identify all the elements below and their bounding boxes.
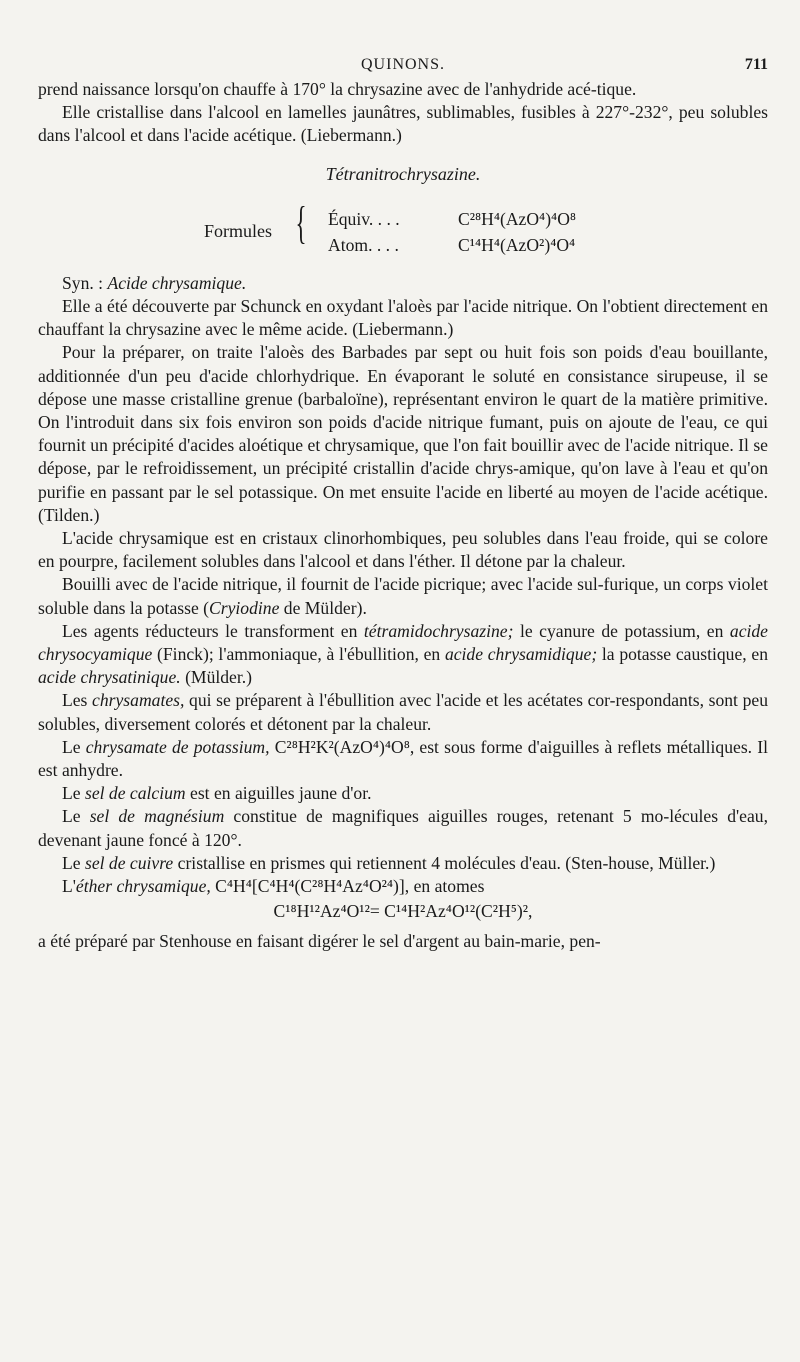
formula-block [38, 196, 768, 266]
text-run: cristallise en prismes qui retiennent 4 molécules d'eau. (Sten-house, Müller.) [173, 852, 716, 873]
page-number: 711 [744, 56, 768, 73]
text-run: (Mülder.) [180, 667, 253, 688]
italic-run: acide chrysocyamique [38, 620, 768, 665]
text-run: L' [62, 876, 76, 897]
paragraph-11 [38, 805, 768, 851]
formula-atom-row [328, 234, 575, 257]
text-run: Les agents réducteurs le transforment en [62, 620, 364, 641]
text-run: constitue de magnifiques aiguilles rouges, retenant 5 mo-lécules d'eau, devenant jaune foncé à 120°. [38, 806, 768, 850]
paragraph-8 [38, 689, 768, 735]
text-run: C⁴H⁴[C⁴H⁴(C²⁸H⁴Az⁴O²⁴)], en atomes [210, 876, 485, 897]
italic-run: éther chrysamique, [75, 876, 211, 897]
synonym-line [38, 272, 768, 295]
page-header [38, 56, 768, 80]
paragraph-10 [38, 782, 768, 805]
italic-run: sel de calcium [84, 783, 186, 804]
formula-equiv-label: Équiv. . . . [328, 208, 400, 229]
italic-run: chrysamate de potassium, [85, 736, 270, 757]
body-text [38, 78, 768, 953]
paragraph-13 [38, 875, 768, 898]
paragraph-12 [38, 852, 768, 875]
paragraph-14: a été préparé par Stenhouse en faisant digérer le sel d'argent au bain-marie, pen- [38, 930, 601, 951]
italic-run: acide chrysamidique; [444, 644, 598, 665]
text-run: Le [62, 783, 85, 804]
text-run: Les [62, 690, 93, 711]
text-run: (Finck); l'ammoniaque, à l'ébullition, en [152, 644, 445, 665]
section-title: Tétranitrochrysazine. [325, 163, 481, 184]
formula-line: C¹⁸H¹²Az⁴O¹²= C¹⁴H²Az⁴O¹²(C²H⁵)², [273, 901, 533, 922]
text-run: est en aiguilles jaune d'or. [185, 783, 372, 804]
text-run: le cyanure de potassium, en [513, 620, 730, 641]
paragraph-3: Elle a été découverte par Schunck en oxydant l'aloès par l'acide nitrique. On l'obtient directement en chauffant la chrysazine avec le même acide. (Liebermann.) [38, 296, 768, 340]
synonym-label: Syn. : [62, 272, 108, 293]
paragraph-1: prend naissance lorsqu'on chauffe à 170° la chrysazine avec de l'anhydride acé-tique. [38, 79, 637, 99]
paragraph-2: Elle cristallise dans l'alcool en lamelles jaunâtres, sublimables, fusibles à 227°-232°, peu solubles dans l'alcool et dans l'acide acétique. (Liebermann.) [38, 102, 768, 146]
paragraph-9 [38, 736, 768, 782]
formula-equiv-row [328, 208, 576, 231]
text-run: de Mülder). [279, 597, 367, 618]
italic-run: acide chrysatinique. [38, 667, 181, 688]
formula-atom-value: C¹⁴H⁴(AzO²)⁴O⁴ [458, 234, 576, 255]
italic-run: tétramidochrysazine; [363, 620, 514, 641]
synonym-name: Acide chrysamique. [107, 272, 247, 293]
text-run: C²⁸H²K²(AzO⁴)⁴O⁸, est sous forme d'aiguilles à reflets métalliques. Il est anhydre. [38, 736, 768, 781]
text-run: Bouilli avec de l'acide nitrique, il fournit de l'acide picrique; avec l'acide sul-furique, un corps violet soluble dans la potasse ( [38, 574, 768, 618]
italic-run: Cryiodine [209, 597, 280, 618]
italic-run: sel de magnésium [89, 806, 225, 827]
text-run: Le [62, 736, 86, 757]
paragraph-6 [38, 573, 768, 619]
brace-symbol: { [295, 196, 307, 248]
italic-run: chrysamates, [92, 690, 185, 711]
paragraph-5: L'acide chrysamique est en cristaux clinorhombiques, peu solubles dans l'eau froide, qui se colore en pourpre, facilement solubles dans l'alcool et dans l'éther. Il détone par la chaleur. [38, 528, 768, 572]
paragraph-7 [38, 620, 768, 690]
formula-label: Formules [204, 220, 273, 241]
formula-equiv-value: C²⁸H⁴(AzO⁴)⁴O⁸ [458, 208, 577, 229]
text-run: Le [62, 806, 90, 827]
paragraph-4: Pour la préparer, on traite l'aloès des Barbades par sept ou huit fois son poids d'eau bouillante, additionnée d'un peu d'acide chlorhydrique. En évaporant le soluté en consistance sirupeuse, il se dépose une masse cristalline grenue (barbaloïne), représentant environ le quart de la matière primitive. On l'introduit dans six fois environ son poids d'acide nitrique fumant, puis on ajoute de l'eau, ce qui fournit un précipité d'acides aloétique et chrysamique, que l'on fait bouillir avec de l'acide nitrique. Il se dépose, par le refroidissement, un précipité cristallin d'acide chrys-amique, qu'on lave à l'eau et qu'on purifie en passant par le sel potassique. On met ensuite l'acide en liberté au moyen de l'acide acétique. (Tilden.) [38, 342, 768, 525]
text-run: qui se préparent à l'ébullition avec l'acide et les acétates cor-respondants, sont peu solubles, diversement colorés et détonent par la chaleur. [38, 690, 768, 734]
running-title: QUINONS. [361, 56, 445, 73]
text-run: la potasse caustique, en [597, 644, 768, 665]
formula-atom-label: Atom. . . . [328, 234, 399, 255]
italic-run: sel de cuivre [84, 852, 174, 873]
text-run: Le [62, 852, 85, 873]
